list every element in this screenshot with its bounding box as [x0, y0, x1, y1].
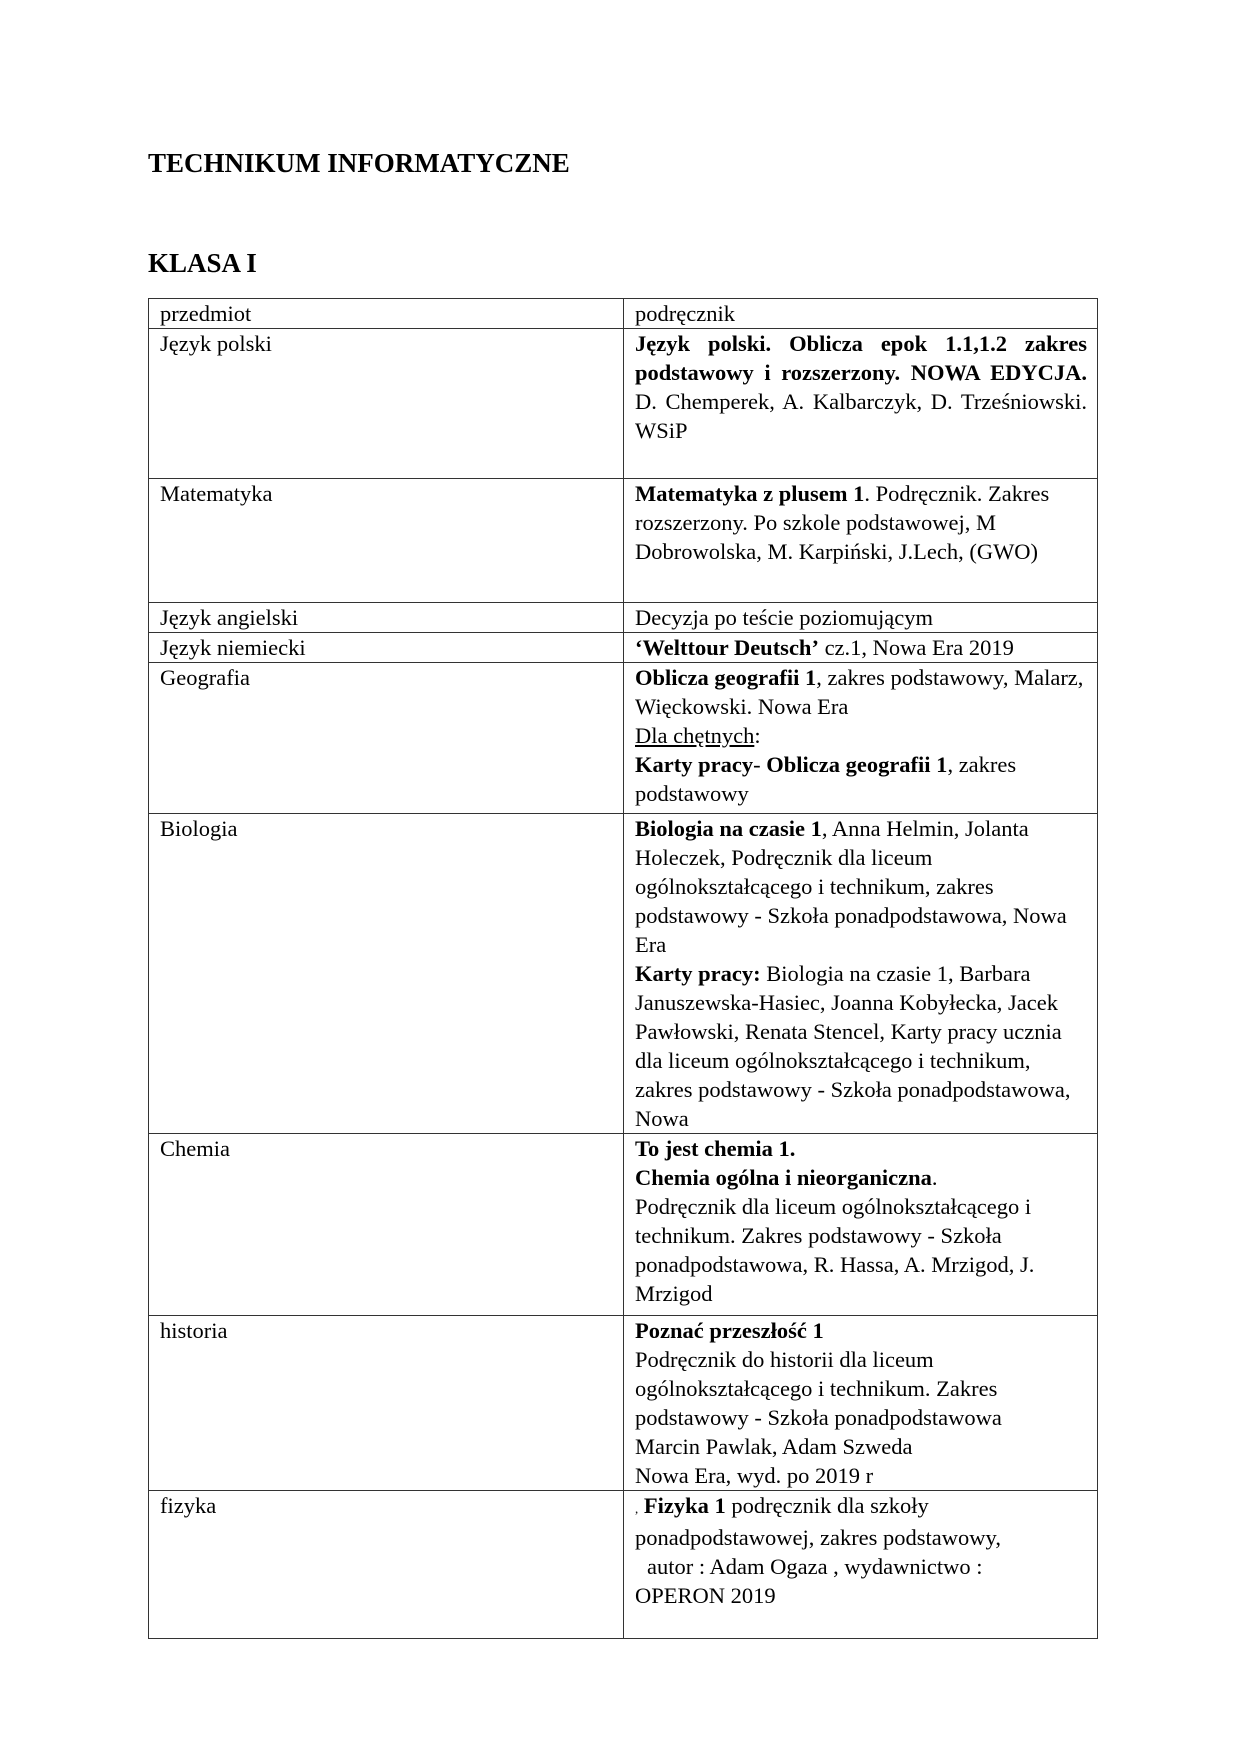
subject-cell: Biologia — [149, 814, 624, 1134]
textbook-text: , Anna Helmin, Jolanta Holeczek, Podręcznik dla liceum ogólnokształcącego i technikum, zakres podstawowy - Szkoła ponadpodstawowa, Nowa Era — [635, 816, 1067, 957]
textbook-text: . — [931, 1165, 938, 1190]
textbook-text: Marcin Pawlak, Adam Szweda — [635, 1434, 913, 1459]
textbook-text: - — [753, 752, 767, 777]
class-heading: KLASA I — [148, 248, 257, 278]
page-title: TECHNIKUM INFORMATYCZNE — [148, 148, 570, 178]
textbook-text: Chemia ogólna i nieorganiczna — [635, 1165, 932, 1190]
subject-cell: Język niemiecki — [149, 633, 624, 663]
textbook-cell — [624, 633, 1098, 663]
subject-cell: Chemia — [149, 1134, 624, 1316]
table-header-row — [149, 299, 1098, 329]
textbook-text: Poznać przeszłość 1 — [635, 1318, 824, 1343]
textbook-text: podręcznik dla szkoły ponadpodstawowej, zakres podstawowy, — [635, 1493, 1001, 1550]
subject-cell: fizyka — [149, 1491, 624, 1639]
textbook-text: cz.1, Nowa Era 2019 — [818, 635, 1014, 660]
textbook-cell — [624, 814, 1098, 1134]
textbook-text: Karty pracy — [635, 752, 754, 777]
textbook-text: Karty pracy: — [635, 961, 761, 986]
textbook-cell — [624, 663, 1098, 814]
textbook-text: Decyzja po teście poziomującym — [635, 605, 934, 630]
textbook-cell — [624, 329, 1098, 479]
table-row — [149, 1134, 1098, 1316]
table-row — [149, 603, 1098, 633]
textbook-text: Nowa Era, wyd. po 2019 r — [635, 1463, 874, 1488]
textbook-text: ‘Welttour Deutsch’ — [635, 635, 819, 660]
textbook-cell — [624, 1491, 1098, 1639]
table-row — [149, 814, 1098, 1134]
subject-cell: Matematyka — [149, 479, 624, 603]
textbook-cell — [624, 1316, 1098, 1491]
textbook-text: autor : Adam Ogaza , wydawnictwo : — [647, 1554, 983, 1579]
textbook-cell — [624, 479, 1098, 603]
textbook-table-body — [149, 299, 1098, 1639]
header-textbook: podręcznik — [624, 299, 1098, 329]
subject-cell: Język angielski — [149, 603, 624, 633]
textbook-cell — [624, 603, 1098, 633]
textbook-text: Fizyka 1 — [643, 1493, 726, 1518]
textbook-text: Biologia na czasie 1 — [635, 816, 822, 841]
textbook-text: Matematyka z plusem 1 — [635, 481, 865, 506]
table-row — [149, 663, 1098, 814]
table-row — [149, 1491, 1098, 1639]
table-row — [149, 479, 1098, 603]
textbook-text: To jest chemia 1. — [635, 1136, 796, 1161]
table-row — [149, 1316, 1098, 1491]
textbook-text: Biologia na czasie 1, Barbara Januszewska-Hasiec, Joanna Kobyłecka, Jacek Pawłowski, Renata Stencel, Karty pracy ucznia dla liceum ogólnokształcącego i technikum, zakres podstawowy - Szkoła ponadpodstawowa, Nowa — [635, 961, 1071, 1131]
subject-cell: Język polski — [149, 329, 624, 479]
textbook-text: Podręcznik dla liceum ogólnokształcącego i technikum. Zakres podstawowy - Szkoła ponadpodstawowa, R. Hassa, A. Mrzigod, J. Mrzigod — [635, 1194, 1035, 1306]
textbook-text: Oblicza geografii 1 — [635, 665, 817, 690]
textbook-text: D. Chemperek, A. Kalbarczyk, D. Trześniowski. WSiP — [635, 389, 1087, 443]
textbook-text: Oblicza geografii 1 — [766, 752, 948, 777]
textbook-text: Język polski. Oblicza epok 1.1,1.2 zakres podstawowy i rozszerzony. NOWA EDYCJA. — [635, 331, 1087, 385]
textbook-text: , zakres podstawowy — [635, 752, 1017, 806]
table-row — [149, 329, 1098, 479]
textbook-text: . Podręcznik. Zakres rozszerzony. Po szkole podstawowej, M Dobrowolska, M. Karpiński, J.Lech, (GWO) — [635, 481, 1050, 564]
textbook-text: Dla chętnych — [635, 723, 755, 748]
subject-cell: Geografia — [149, 663, 624, 814]
textbook-table — [148, 298, 1098, 1639]
table-row — [149, 633, 1098, 663]
textbook-text: Podręcznik do historii dla liceum ogólnokształcącego i technikum. Zakres podstawowy - Szkoła ponadpodstawowa — [635, 1347, 1002, 1430]
textbook-text: , zakres podstawowy, Malarz, Więckowski. Nowa Era — [635, 665, 1084, 719]
textbook-text: OPERON 2019 — [635, 1583, 776, 1608]
subject-cell: historia — [149, 1316, 624, 1491]
textbook-text: , — [635, 1501, 639, 1516]
header-subject: przedmiot — [149, 299, 624, 329]
textbook-text: : — [754, 723, 761, 748]
textbook-cell — [624, 1134, 1098, 1316]
